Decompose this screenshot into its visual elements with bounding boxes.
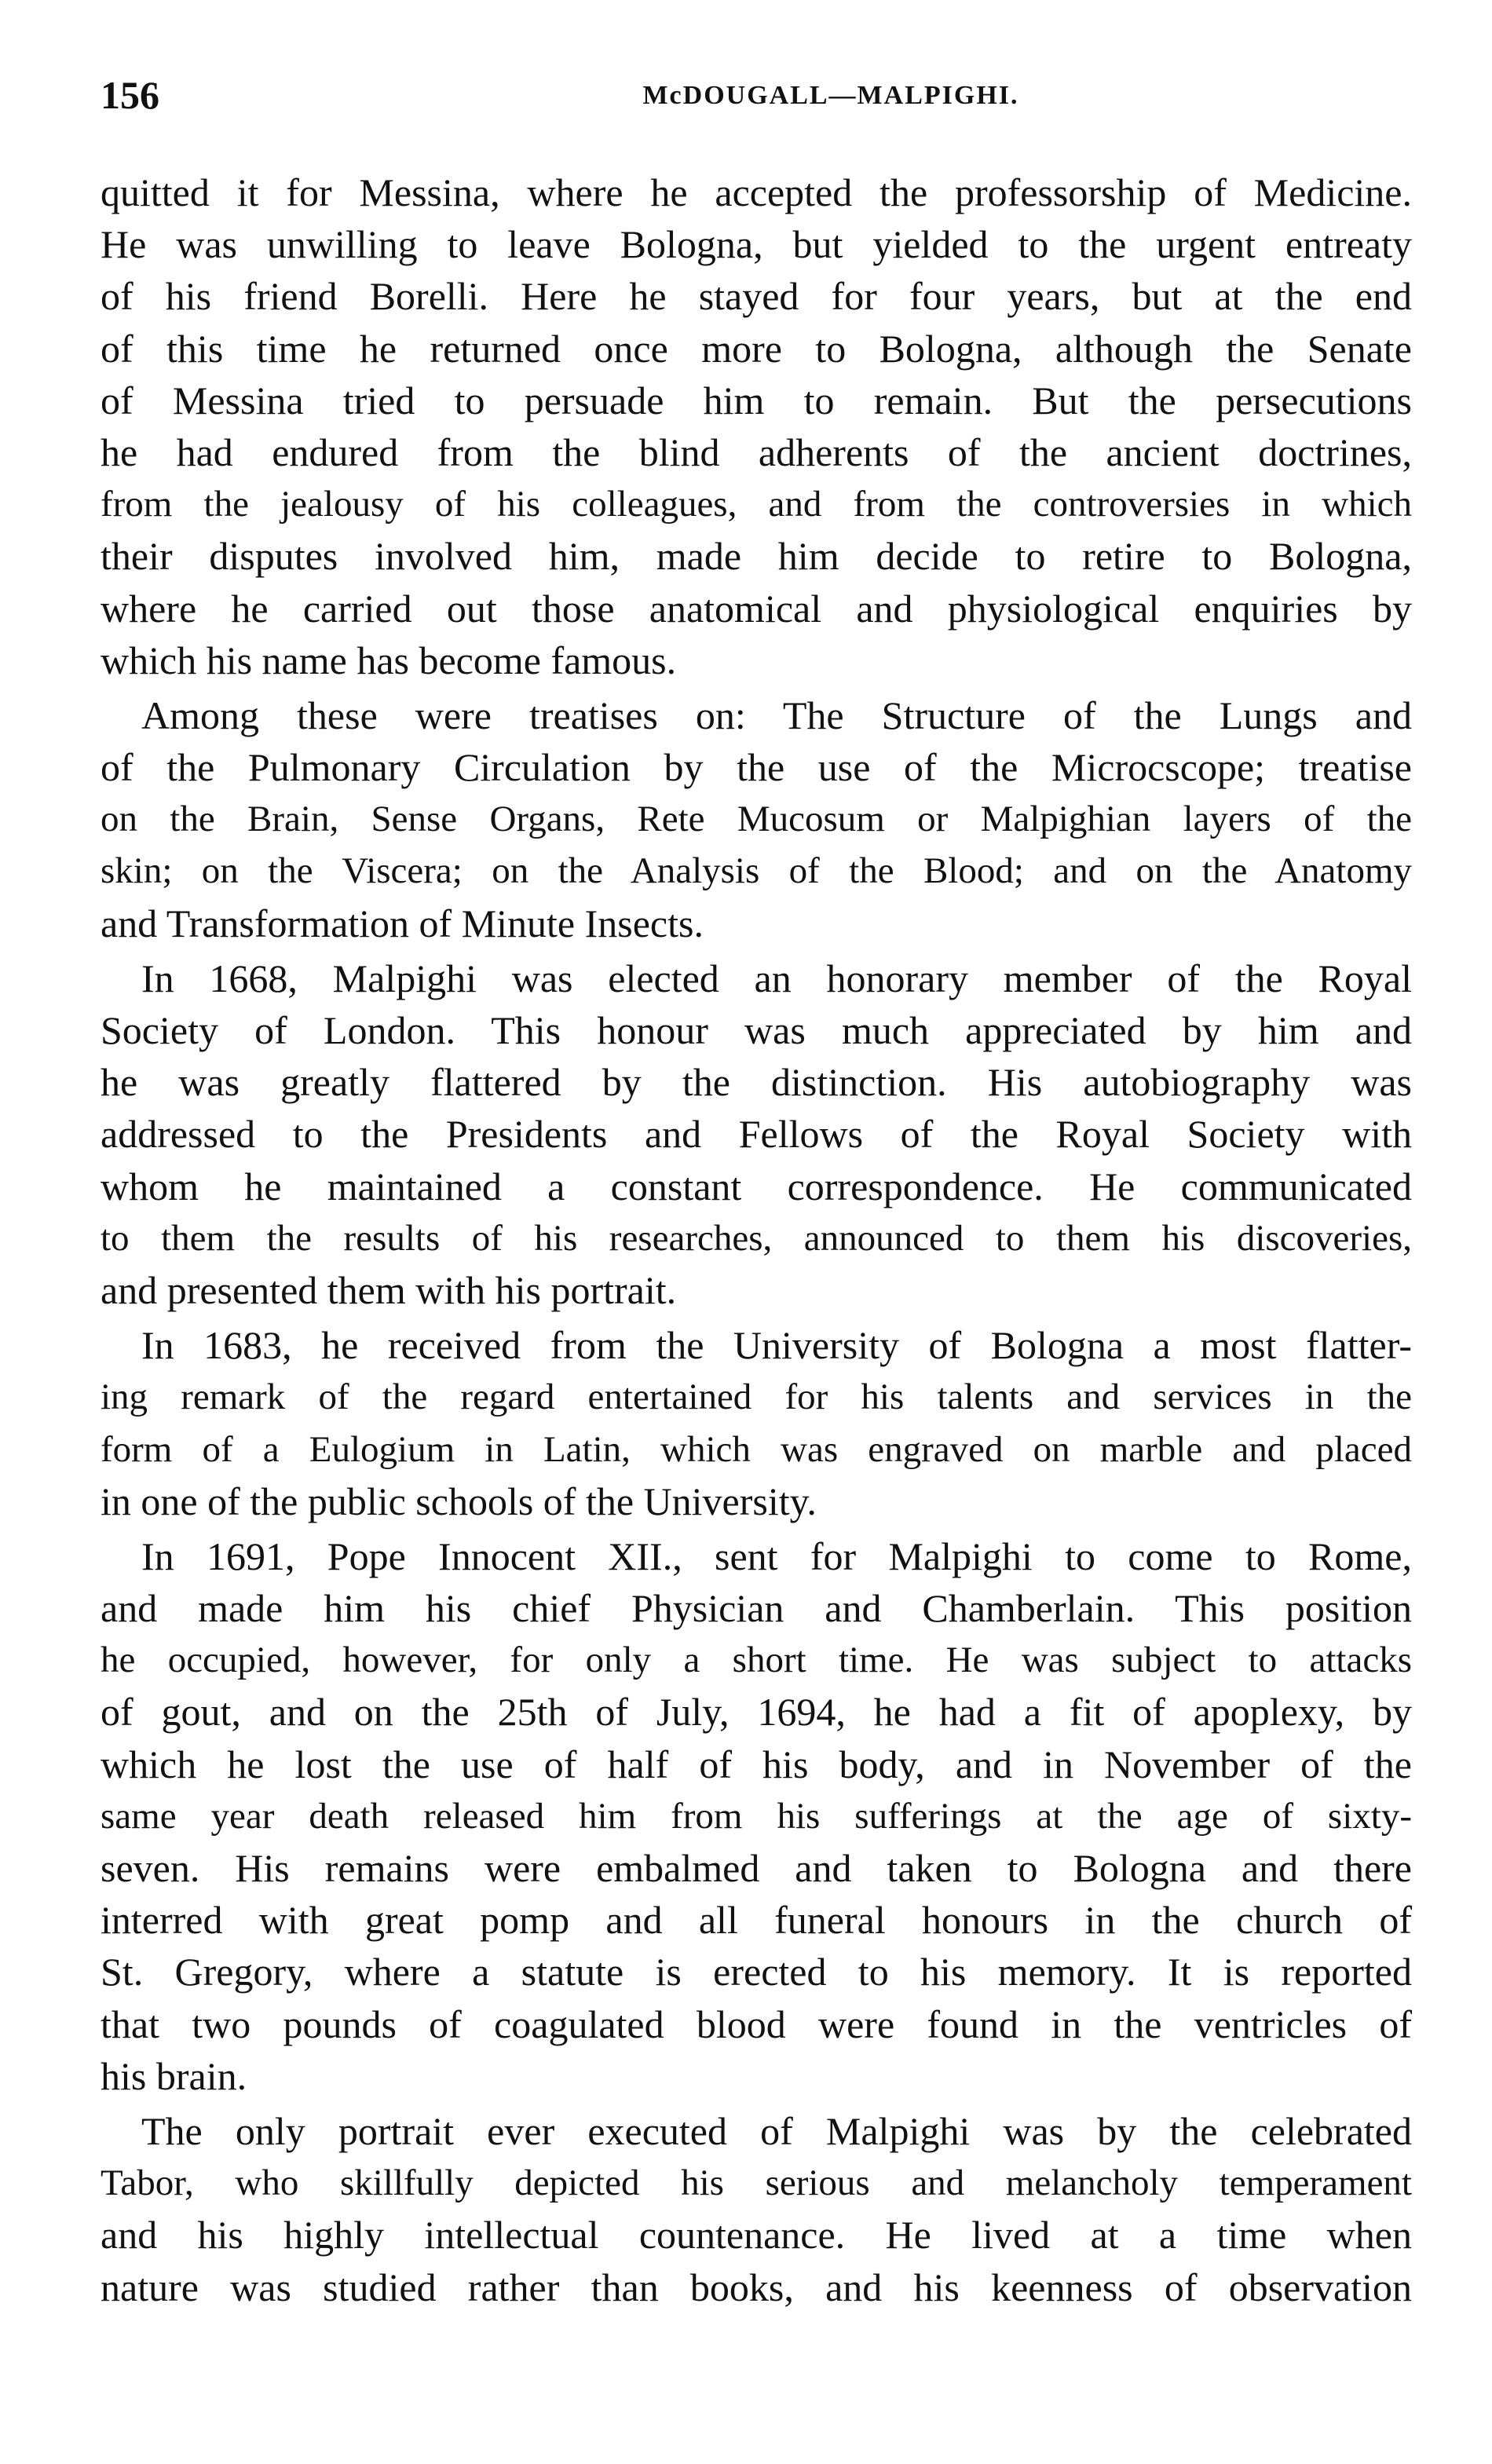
text-line: ing remark of the regard entertained for his talents and services in the: [101, 1376, 1412, 1418]
text-line: St. Gregory, where a statute is erected to his memory. It is reported: [101, 1950, 1412, 1994]
page-number: 156: [101, 73, 159, 117]
text-line: from the jealousy of his colleagues, and from the controversies in which: [101, 484, 1412, 525]
text-line: of gout, and on the 25th of July, 1694, he had a fit of apoplexy, by: [101, 1690, 1412, 1735]
text-line: and presented them with his portrait.: [101, 1267, 677, 1312]
text-line: he occupied, however, for only a short time. He was subject to attacks: [101, 1640, 1412, 1681]
text-line: he had endured from the blind adherents of the ancient doctrines,: [101, 430, 1412, 474]
text-line: form of a Eulogium in Latin, which was engraved on marble and placed: [101, 1428, 1412, 1470]
paragraph: [101, 952, 1412, 1316]
text-line: whom he maintained a constant correspondence. He communicated: [101, 1164, 1412, 1208]
paragraph: [101, 166, 1412, 686]
text-line: which his name has become famous.: [101, 638, 677, 682]
text-line: on the Brain, Sense Organs, Rete Mucosum or Malpighian layers of the: [101, 799, 1412, 840]
text-line: and Transformation of Minute Insects.: [101, 901, 704, 945]
text-line: of Messina tried to persuade him to remain. But the persecutions: [101, 378, 1412, 422]
running-head: [101, 68, 1412, 130]
paragraph: [101, 1319, 1412, 1527]
text-line: The only portrait ever executed of Malpighi was by the celebrated: [141, 2108, 1412, 2153]
paragraph: [101, 689, 1412, 949]
text-line: that two pounds of coagulated blood were found in the ventricles of: [101, 2002, 1412, 2046]
body-text: [101, 166, 1412, 2313]
text-line: addressed to the Presidents and Fellows of the Royal Society with: [101, 1112, 1412, 1157]
text-line: In 1691, Pope Innocent XII., sent for Malpighi to come to Rome,: [141, 1534, 1412, 1578]
text-line: his brain.: [101, 2053, 247, 2098]
text-line: skin; on the Viscera; on the Analysis of the Blood; and on the Anatomy: [101, 850, 1412, 892]
text-line: he was greatly flattered by the distinction. His autobiography was: [101, 1060, 1412, 1105]
paragraph: [101, 2105, 1412, 2313]
text-line: nature was studied rather than books, and his keenness of observation: [101, 2265, 1412, 2309]
running-title: McDOUGALL—MALPIGHI.: [642, 81, 1019, 110]
text-line: which he lost the use of half of his body, and in November of the: [101, 1742, 1412, 1786]
text-line: and made him his chief Physician and Chamberlain. This position: [101, 1586, 1412, 1631]
text-line: Society of London. This honour was much appreciated by him and: [101, 1008, 1412, 1052]
text-line: their disputes involved him, made him decide to retire to Bologna,: [101, 534, 1412, 579]
text-line: He was unwilling to leave Bologna, but yielded to the urgent entreaty: [101, 222, 1412, 267]
text-line: interred with great pomp and all funeral honours in the church of: [101, 1898, 1412, 1943]
text-line: In 1683, he received from the University of Bologna a most flatter-: [141, 1323, 1412, 1368]
text-line: Tabor, who skillfully depicted his serious and melancholy temperament: [101, 2162, 1412, 2204]
text-line: same year death released him from his sufferings at the age of sixty-: [101, 1795, 1412, 1837]
text-line: and his highly intellectual countenance. He lived at a time when: [101, 2213, 1412, 2257]
text-line: of this time he returned once more to Bologna, although the Senate: [101, 326, 1412, 371]
paragraph: [101, 1530, 1412, 2102]
text-line: of his friend Borelli. Here he stayed for four years, but at the end: [101, 274, 1412, 319]
text-line: of the Pulmonary Circulation by the use of the Microcscope; treatise: [101, 745, 1412, 790]
text-line: seven. His remains were embalmed and taken to Bologna and there: [101, 1846, 1412, 1890]
text-line: where he carried out those anatomical and physiological enquiries by: [101, 586, 1412, 631]
text-line: In 1668, Malpighi was elected an honorary member of the Royal: [141, 956, 1412, 1000]
text-line: quitted it for Messina, where he accepted the professorship of Medicine.: [101, 170, 1412, 214]
text-line: in one of the public schools of the University.: [101, 1479, 817, 1523]
text-line: to them the results of his researches, announced to them his discoveries,: [101, 1217, 1412, 1259]
text-line: Among these were treatises on: The Structure of the Lungs and: [141, 693, 1412, 737]
